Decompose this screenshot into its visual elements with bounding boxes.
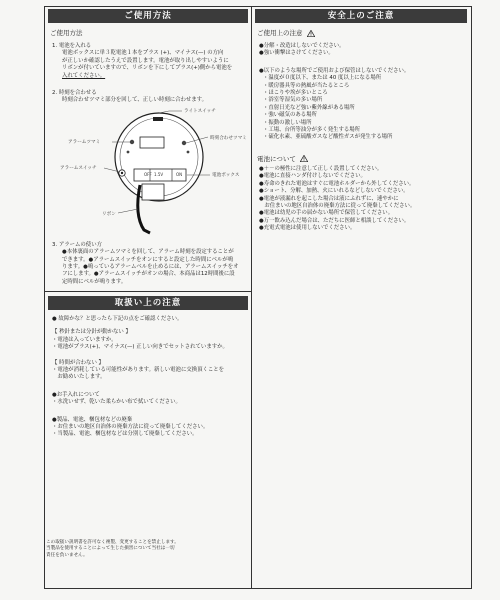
- handling-item: ・お住まいの地区自治体の廃棄方法に従って廃棄してください。: [52, 424, 209, 431]
- battery-item: ●充電式電池は使用しないでください。: [259, 225, 356, 232]
- footnote-line: 当製品を使用することによって生じた損害について当社は一切: [46, 546, 175, 552]
- outer-right-border: [471, 6, 472, 588]
- off-label: OFF: [144, 171, 152, 177]
- step3-line: できます。●アラームスイッチをオンにすると設定した時間にベルが鳴: [62, 256, 234, 263]
- battery-item: ●電池は幼児の手の届かない場所で保管してください。: [259, 210, 394, 217]
- location-item: ・工場、台所等油分が多く発生する場所: [263, 127, 361, 134]
- battery-item: ●＋－の極性に注意して正しく設置してください。: [259, 165, 383, 172]
- handling-item: お勧めいたします。: [52, 374, 106, 381]
- usage-header: [48, 9, 248, 23]
- clock-diagram: [54, 105, 250, 240]
- safety-group1: [253, 43, 469, 58]
- on-label: ON: [176, 171, 183, 177]
- safety-header-title: 安全上のご注意: [327, 11, 395, 21]
- step1-line: 電池ボックスに単３乾電池１本をプラス (+)、マイナス(—) の方向: [62, 50, 224, 57]
- battery-item: ●万一飲み込んだ場合は、ただちに医師と相談してください。: [259, 217, 410, 224]
- safety-group2: [253, 68, 469, 142]
- safety-subtitle-text: ご使用上の注意: [257, 29, 303, 37]
- battery-item: ●電池が液漏れを起こした場合は液にふれずに、速やかに: [259, 195, 399, 202]
- safety-group2-title: ●以下のような場所でご使用および保管はしないでください。: [259, 67, 410, 74]
- time-knob-label: 時刻合わせツマミ: [210, 135, 247, 141]
- usage-header-title: ご使用方法: [124, 11, 172, 21]
- handling-header-title: 取扱い上の注意: [114, 298, 182, 308]
- outer-left-border: [44, 6, 45, 588]
- step3-line: ります。●鳴っているアラームベルを止めるには、アラームスイッチをオ: [62, 264, 239, 271]
- handling-item: ・電池がプラス(+)、マイナス(—) 正しい向きでセットされていますか。: [52, 344, 228, 351]
- step1-line: リボンが付いていますので、リボンを下にしてプラス(+)側から電池を: [62, 65, 233, 72]
- alarm-switch-label: アラームスイッチ: [60, 165, 97, 171]
- copyright-footnote: [46, 540, 251, 559]
- alarm-knob-label: アラームツマミ: [68, 139, 101, 145]
- battery-notes: [253, 166, 469, 233]
- step1-title: 1. 電池を入れる: [52, 43, 92, 49]
- safety-panel: [253, 9, 469, 309]
- safety-item: ●強い衝撃はさけてください。: [259, 50, 334, 57]
- battery-subtitle: [257, 154, 469, 163]
- top-border: [44, 6, 472, 7]
- handling-item: ・水洗いせず、乾いた柔らかい布で拭いてください。: [52, 399, 181, 406]
- step3-block: [46, 242, 250, 286]
- handling-intro: ● 故障かな？と思ったら下記の点をご確認ください。: [52, 316, 183, 322]
- location-item: ・暖房器具等の熱風が当たるところ: [263, 82, 350, 89]
- warning-triangle-icon: [300, 155, 308, 162]
- safety-header: [255, 9, 467, 23]
- location-item: ・浴室等湿気の多い場所: [263, 97, 323, 104]
- handling-item: ・電池が消耗している可能性があります。新しい電池に交換頂くことを: [52, 367, 225, 374]
- handling-item: ・当製品、電池、梱包材などは分別して廃棄してください。: [52, 431, 198, 438]
- location-item: ・振動の激しい場所: [263, 119, 312, 126]
- location-item: ・強い磁気のある場所: [263, 112, 317, 119]
- ribbon-label: リボン: [102, 211, 116, 217]
- usage-subtitle: ご使用方法: [50, 29, 83, 37]
- battery-subtitle-text: 電池について: [257, 154, 296, 163]
- usage-panel: [46, 9, 250, 289]
- location-item: ・硫化水素、亜硫酸ガスなど酸性ガスが発生する場所: [263, 134, 393, 141]
- battery-item: お住まいの地区自治体の廃棄方法に従って廃棄してください。: [259, 202, 416, 209]
- handling-section2: [46, 360, 250, 382]
- handling-section4: [46, 417, 250, 439]
- handling-section3: [46, 392, 250, 407]
- step2-line: 時刻合わせツマミ部分を回して、正しい時刻に合わせます。: [62, 97, 208, 104]
- safety-subtitle: [257, 28, 469, 37]
- step2-block: [46, 90, 250, 105]
- step3-line: フにします。●アラームスイッチがオンの場合、本商品は12時間後に設: [62, 271, 235, 278]
- handling-section1: [46, 329, 250, 351]
- battery-voltage-label: 1.5V: [154, 171, 164, 177]
- handling-section-title: ●製品、電池、梱包材などの廃棄: [52, 416, 133, 423]
- footnote-line: この取扱い説明書を許可なく複製、変更することを禁止します。: [46, 540, 179, 545]
- handling-section-title: 【 秒針または分針が動かない 】: [52, 329, 131, 336]
- left-mid-divider: [44, 291, 252, 292]
- location-item: ・ほこりや埃が多いところ: [263, 90, 328, 97]
- handling-header: [48, 296, 248, 310]
- step3-line: 定時間にベルが鳴ります。: [62, 278, 127, 285]
- footnote-line: 責任を負いません。: [46, 552, 88, 558]
- step2-title: 2. 時刻を合わせる: [52, 90, 97, 97]
- handling-section-title: 【 時間が合わない 】: [52, 359, 104, 366]
- battery-box-label: 電池ボックス: [212, 172, 240, 178]
- warning-triangle-icon: [307, 30, 315, 37]
- step1-line: が正しいか確認したうえで設置します。電池が取り出しやすいように: [62, 57, 229, 64]
- step3-line: ●本体裏面のアラームツマミを回して、アラーム時刻を設定することが: [62, 249, 234, 256]
- safety-item: ●分解・改造はしないでください。: [259, 43, 345, 49]
- handling-section-title: ●お手入れについて: [52, 391, 100, 398]
- step3-title: 3. アラームの使い方: [52, 241, 102, 248]
- light-switch-label: ライトスイッチ: [184, 108, 216, 114]
- battery-item: ●寿命のきれた電池はすぐに電池ホルダーから外してください。: [259, 180, 415, 187]
- center-divider: [251, 6, 252, 588]
- handling-panel: [46, 296, 250, 536]
- location-item: ・直射日光など強い紫外線がある場所: [263, 104, 355, 111]
- battery-item: ●電池に直接ハンダ付けしないでください。: [259, 173, 366, 180]
- step1-block: [46, 43, 250, 80]
- handling-item: ・電池は入っていますか。: [52, 336, 117, 343]
- location-item: ・温度が０度以下、または 40 度以上になる場所: [263, 75, 382, 82]
- battery-item: ●ショート、分解、加熱、火にいれるなどしないでください。: [259, 188, 409, 195]
- bottom-border: [44, 588, 472, 589]
- step1-line: 入れてください。: [62, 72, 106, 79]
